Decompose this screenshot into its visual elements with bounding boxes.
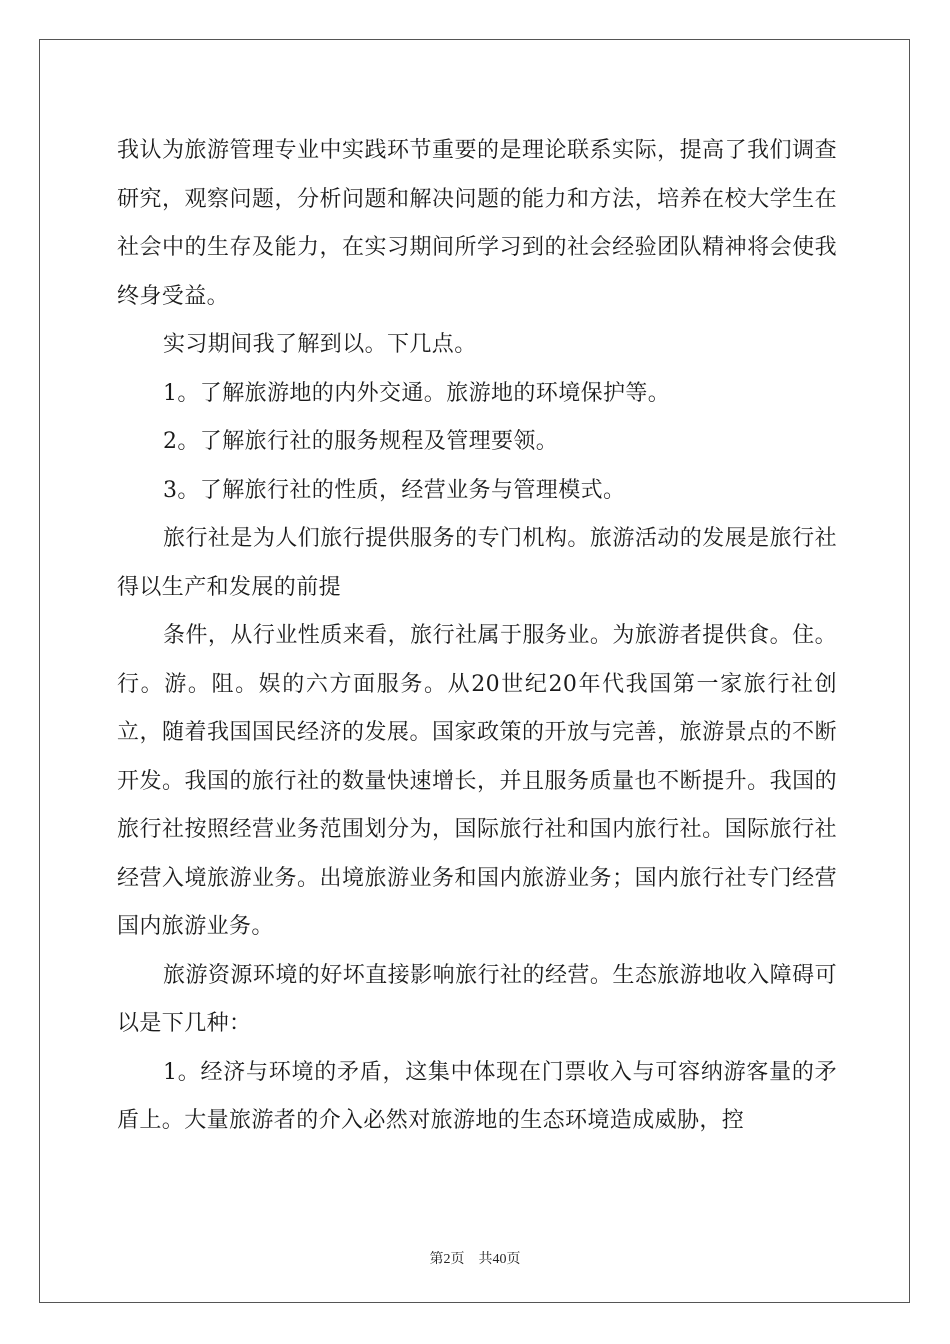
paragraph-learned-points-intro: 实习期间我了解到以。下几点。 <box>163 332 477 357</box>
list-item-point-1: 1。了解旅游地的内外交通。旅游地的环境保护等。 <box>163 380 671 406</box>
paragraph-industry-nature: 条件，从行业性质来看，旅行社属于服务业。为旅游者提供食。住。行。游。阻。娱的六方面服务。从20世纪20年代我国第一家旅行社创立，随着我国国民经济的发展。国家政策的开放与完善，旅游景点的不断开发。我国的旅行社的数量快速增长，并且服务质量也不断提升。我国的旅行社按照经营业务范围划分为，国际旅行社和国内旅行社。国际旅行社经营入境旅游业务。出境旅游业务和国内旅游业务；国内旅行社专门经营国内旅游业务。 <box>117 623 837 939</box>
page-number: 第2页 <box>429 1252 465 1267</box>
list-item-point-3: 3。了解旅行社的性质，经营业务与管理模式。 <box>163 477 626 503</box>
paragraph-resource-environment: 旅游资源环境的好坏直接影响旅行社的经营。生态旅游地收入障碍可以是下几种： <box>117 962 837 1036</box>
page-total: 共40页 <box>478 1252 521 1267</box>
list-item-obstacle-1: 1。经济与环境的矛盾，这集中体现在门票收入与可容纳游客量的矛盾上。大量旅游者的介入必然对旅游地的生态环境造成威胁，控 <box>117 1059 837 1133</box>
paragraph-travel-agency-definition: 旅行社是为人们旅行提供服务的专门机构。旅游活动的发展是旅行社得以生产和发展的前提 <box>117 526 837 600</box>
list-item-point-2: 2。了解旅行社的服务规程及管理要领。 <box>163 429 559 454</box>
paragraph-practice-summary: 我认为旅游管理专业中实践环节重要的是理论联系实际，提高了我们调查研究，观察问题，分析问题和解决问题的能力和方法，培养在校大学生在社会中的生存及能力，在实习期间所学习到的社会经验团队精神将会使我终身受益。 <box>117 138 837 309</box>
page-footer <box>0 1248 950 1268</box>
document-body <box>117 127 837 1146</box>
